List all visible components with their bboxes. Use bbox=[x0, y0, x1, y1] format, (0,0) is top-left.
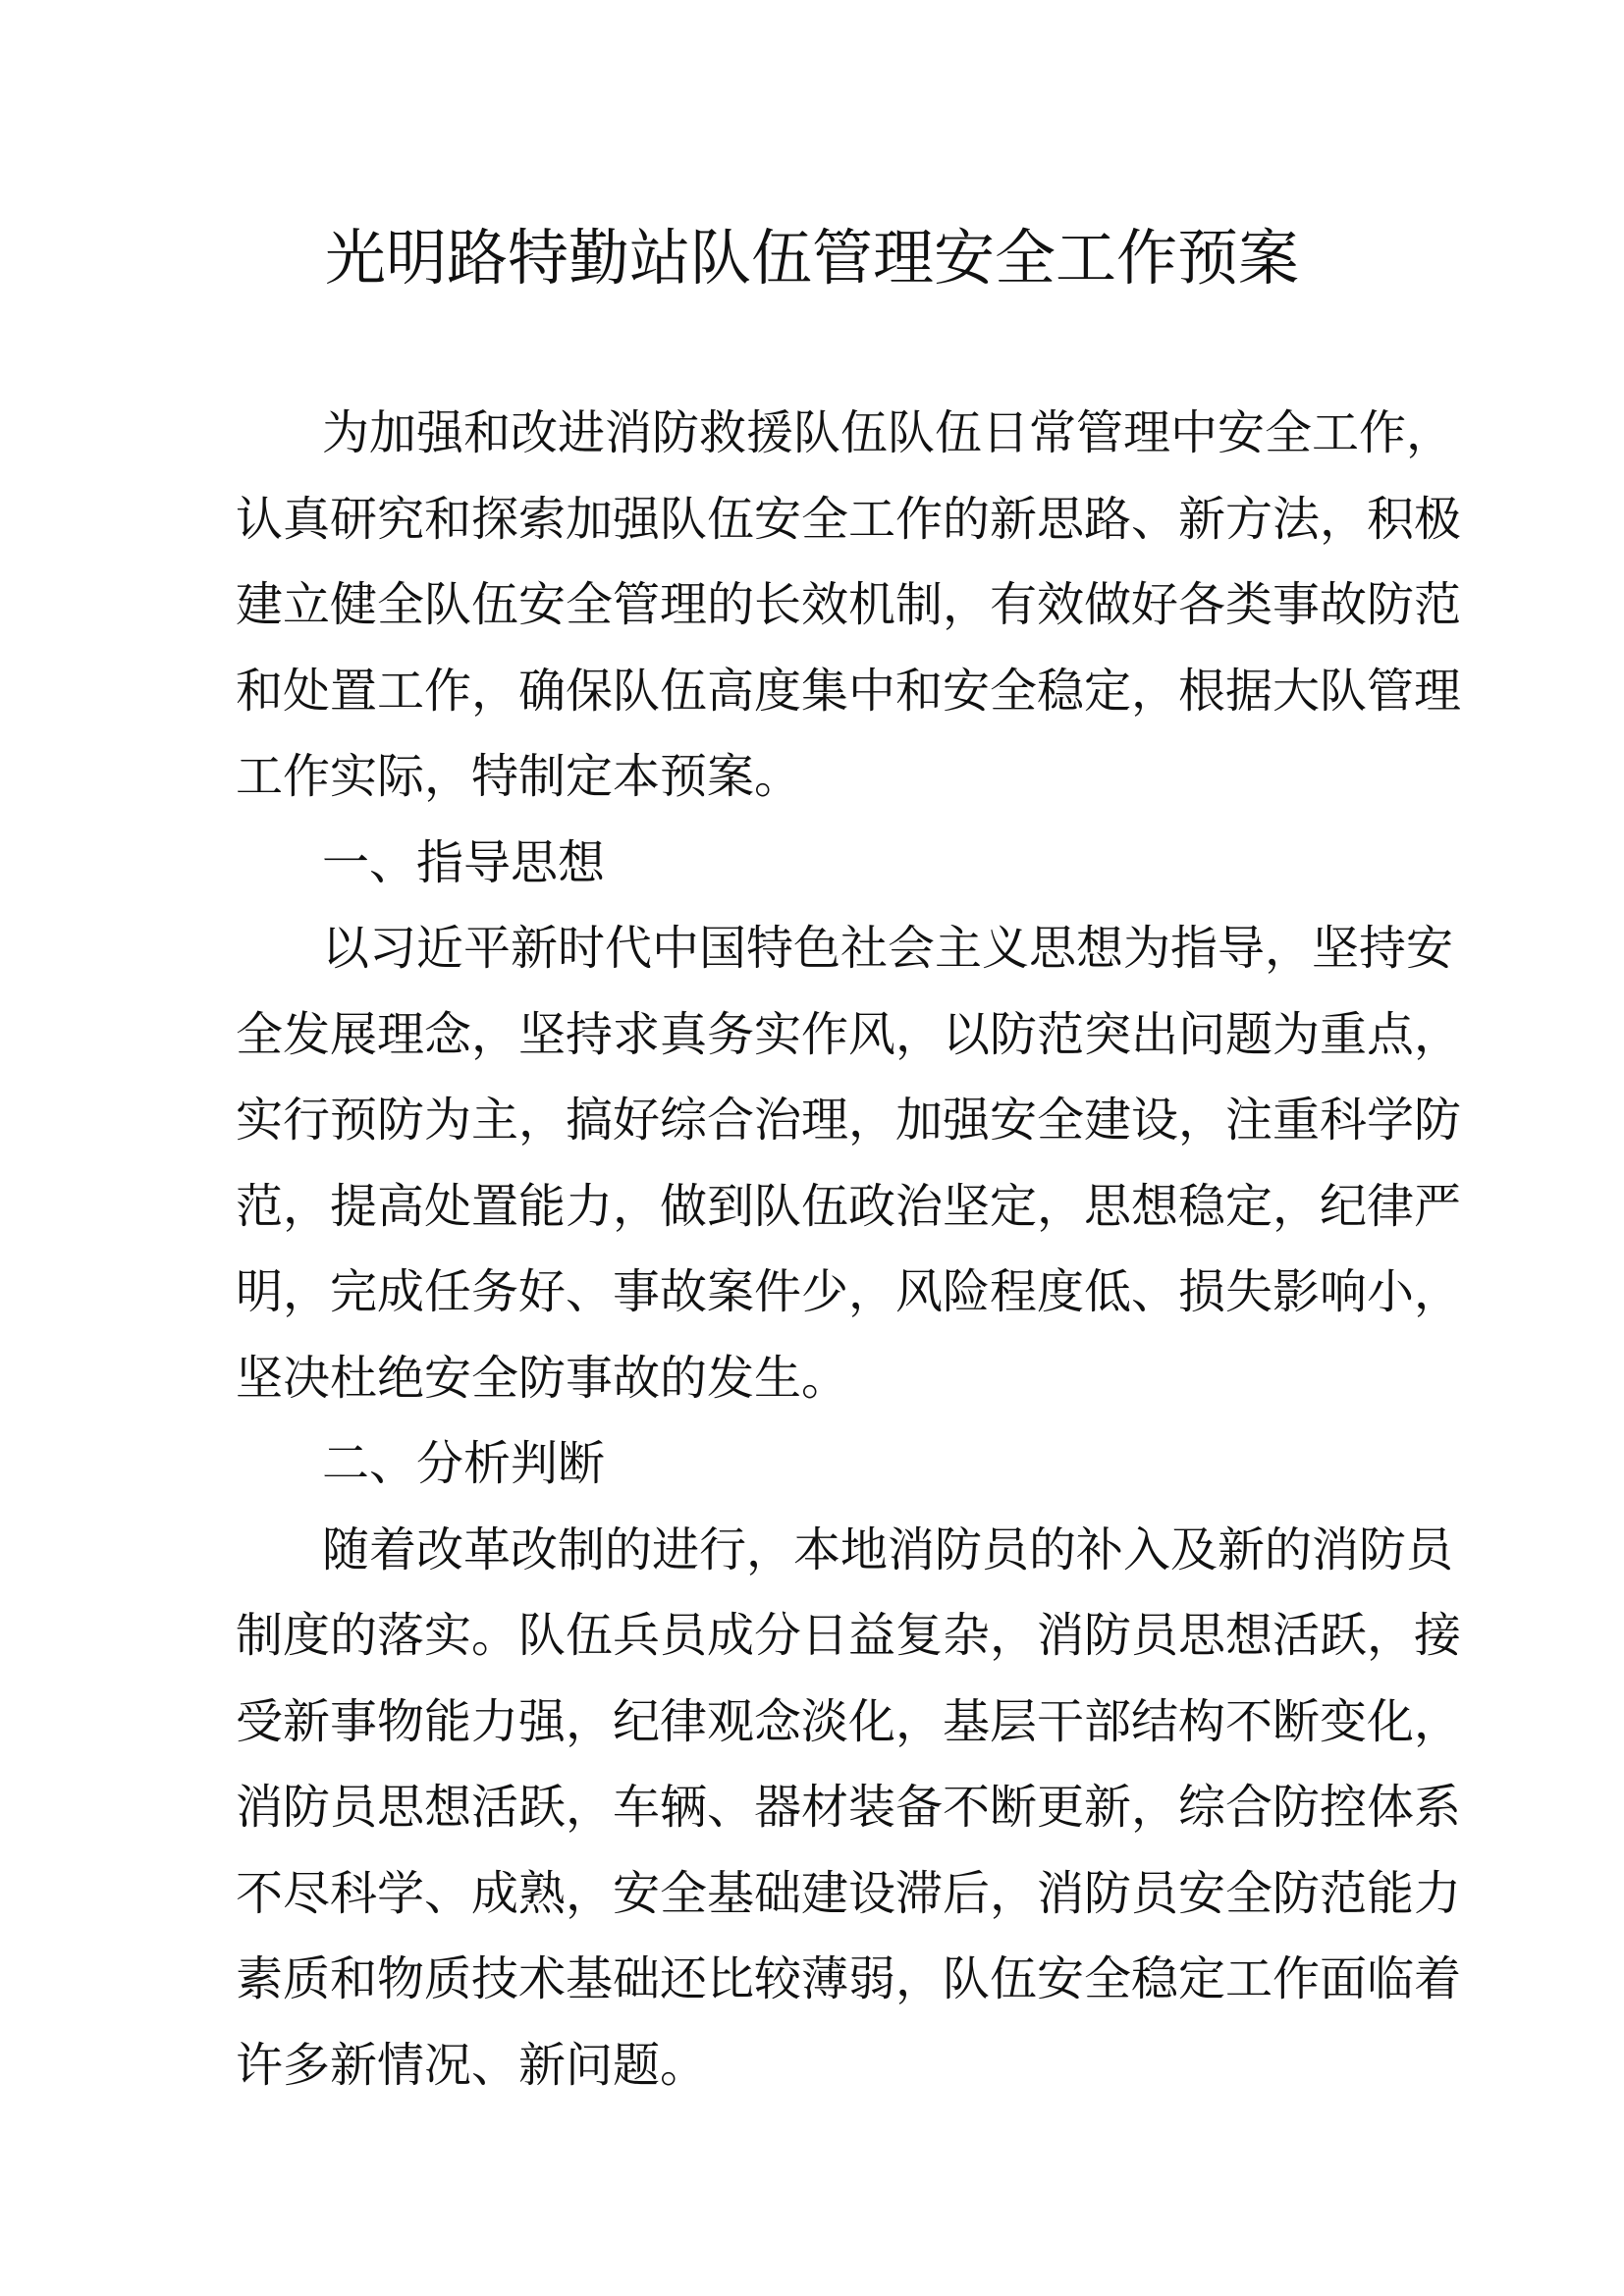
body-line: 全发展理念，坚持求真务实作风，以防范突出问题为重点， bbox=[236, 1006, 1462, 1062]
document-body bbox=[236, 391, 1462, 2109]
body-line: 二、分析判断 bbox=[322, 1436, 606, 1491]
body-line: 消防员思想活跃，车辆、器材装备不断更新，综合防控体系 bbox=[236, 1780, 1462, 1835]
body-line: 为加强和改进消防救援队伍队伍日常管理中安全工作， bbox=[322, 405, 1454, 460]
body-line: 不尽科学、成熟，安全基础建设滞后，消防员安全防范能力 bbox=[236, 1865, 1462, 1921]
body-line: 坚决杜绝安全防事故的发生。 bbox=[236, 1350, 849, 1406]
body-line: 以习近平新时代中国特色社会主义思想为指导，坚持安 bbox=[322, 921, 1454, 976]
body-line: 范，提高处置能力，做到队伍政治坚定，思想稳定，纪律严 bbox=[236, 1178, 1462, 1234]
body-line: 许多新情况、新问题。 bbox=[236, 2037, 708, 2093]
document-title: 光明路特勤站队伍管理安全工作预案 bbox=[324, 222, 1299, 294]
body-line: 实行预防为主，搞好综合治理，加强安全建设，注重科学防 bbox=[236, 1093, 1462, 1148]
body-line: 一、指导思想 bbox=[322, 834, 606, 890]
body-line: 素质和物质技术基础还比较薄弱，队伍安全稳定工作面临着 bbox=[236, 1951, 1462, 2006]
body-line: 建立健全队伍安全管理的长效机制，有效做好各类事故防范 bbox=[236, 577, 1462, 632]
body-line: 随着改革改制的进行，本地消防员的补入及新的消防员 bbox=[322, 1522, 1454, 1577]
body-line: 和处置工作，确保队伍高度集中和安全稳定，根据大队管理 bbox=[236, 663, 1462, 719]
body-line: 明，完成任务好、事故案件少，风险程度低、损失影响小， bbox=[236, 1264, 1462, 1319]
body-line: 受新事物能力强，纪律观念淡化，基层干部结构不断变化， bbox=[236, 1693, 1462, 1749]
body-line: 工作实际，特制定本预案。 bbox=[236, 749, 802, 804]
body-line: 制度的落实。队伍兵员成分日益复杂，消防员思想活跃，接 bbox=[236, 1608, 1462, 1663]
body-line: 认真研究和探索加强队伍安全工作的新思路、新方法，积极 bbox=[236, 491, 1462, 547]
